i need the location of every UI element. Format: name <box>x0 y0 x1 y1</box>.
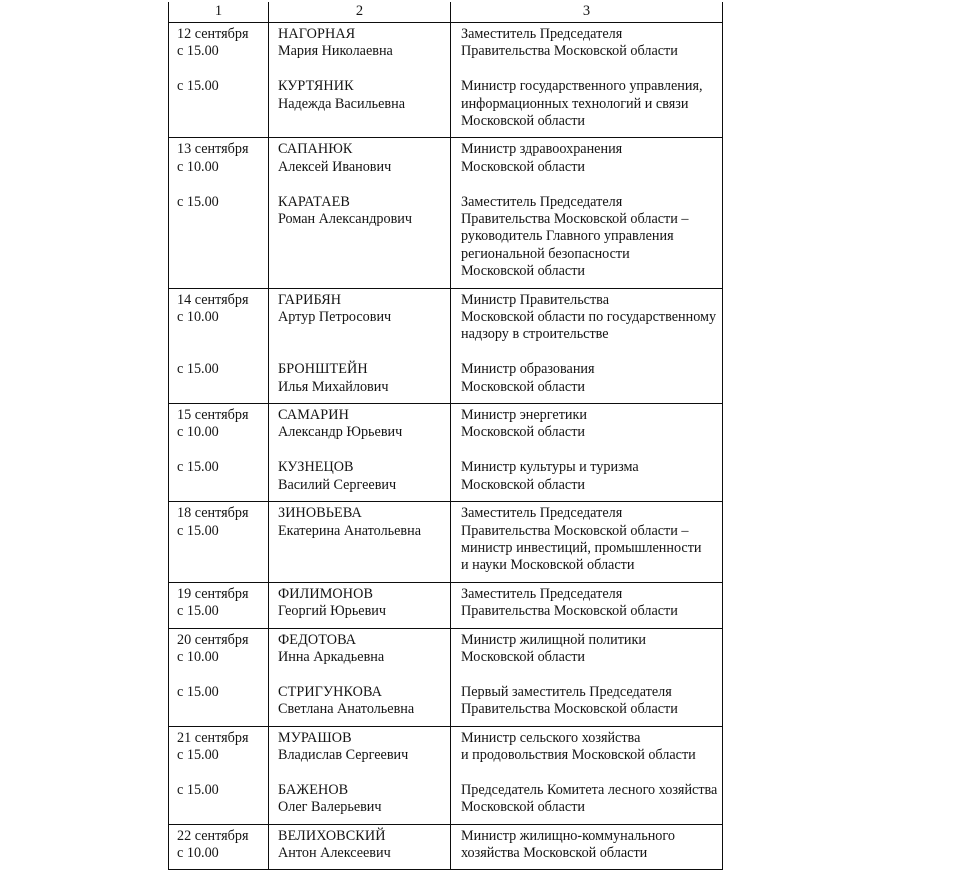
text-line: Илья Михайлович <box>278 378 389 395</box>
text-line: САПАНЮК <box>278 141 353 158</box>
cell-date <box>169 824 269 870</box>
table-row <box>169 404 723 502</box>
table-row <box>169 23 723 138</box>
appointment-date <box>177 684 262 701</box>
text-line: 21 сентября <box>177 729 249 746</box>
text-line: с 15.00 <box>177 781 219 798</box>
table-row <box>169 502 723 583</box>
cell-position <box>451 288 723 403</box>
text-line: с 15.00 <box>177 603 219 620</box>
text-line: Василий Сергеевич <box>278 476 397 493</box>
appointment-person <box>278 194 444 229</box>
text-line: с 10.00 <box>177 844 219 861</box>
cell-person <box>269 628 451 726</box>
text-line: Министр сельского хозяйства <box>461 729 641 746</box>
text-line: Владислав Сергеевич <box>278 746 409 763</box>
text-line: Георгий Юрьевич <box>278 603 387 620</box>
text-line: КУРТЯНИК <box>278 78 354 95</box>
text-line: Екатерина Анатольевна <box>278 522 422 539</box>
appointment-position <box>461 684 716 719</box>
cell-position <box>451 23 723 138</box>
table-row <box>169 824 723 870</box>
text-line: Министр культуры и туризма <box>461 459 639 476</box>
cell-person <box>269 138 451 288</box>
cell-position <box>451 628 723 726</box>
appointment-position <box>461 730 716 765</box>
text-line: Московской области <box>461 424 586 441</box>
table-body <box>169 23 723 870</box>
text-line: руководитель Главного управления <box>461 228 674 245</box>
text-line: 19 сентября <box>177 585 249 602</box>
text-line: 20 сентября <box>177 631 249 648</box>
appointment-position <box>461 194 716 281</box>
text-line: Московской области <box>461 263 586 280</box>
text-line: Правительства Московской области <box>461 603 678 620</box>
appointment-person <box>278 361 444 396</box>
text-line: с 10.00 <box>177 158 219 175</box>
text-line: и науки Московской области <box>461 557 635 574</box>
text-line: Надежда Васильевна <box>278 95 406 112</box>
column-number-3: 3 <box>451 2 723 23</box>
cell-person <box>269 824 451 870</box>
text-line: Московской области <box>461 113 586 130</box>
text-line: 14 сентября <box>177 291 249 308</box>
appointment-date <box>177 730 262 765</box>
appointment-date <box>177 78 262 95</box>
text-line: Заместитель Председателя <box>461 26 623 42</box>
text-line: региональной безопасности <box>461 245 630 262</box>
text-line: Министр здравоохранения <box>461 141 623 158</box>
appointment-person <box>278 26 444 61</box>
appointment-person <box>278 586 444 621</box>
text-line: 22 сентября <box>177 827 249 844</box>
appointment-date <box>177 828 262 863</box>
table-row <box>169 138 723 288</box>
appointment-position <box>461 141 716 176</box>
spacer-line <box>177 326 262 343</box>
appointment-person <box>278 407 444 442</box>
text-line: информационных технологий и связи <box>461 95 689 112</box>
text-line: НАГОРНАЯ <box>278 26 356 42</box>
appointment-position <box>461 782 716 817</box>
column-number-row <box>169 2 723 23</box>
text-line: и продовольствия Московской области <box>461 746 696 763</box>
text-line: Александр Юрьевич <box>278 424 403 441</box>
cell-person <box>269 23 451 138</box>
cell-date <box>169 404 269 502</box>
text-line: министр инвестиций, промышленности <box>461 539 702 556</box>
appointment-date <box>177 459 262 476</box>
text-line: ГАРИБЯН <box>278 291 342 308</box>
text-line: Министр энергетики <box>461 407 587 424</box>
text-line: с 15.00 <box>177 361 219 378</box>
text-line: Московской области <box>461 158 586 175</box>
text-line: МУРАШОВ <box>278 729 352 746</box>
appointment-person <box>278 459 444 494</box>
appointment-date <box>177 782 262 799</box>
text-line: Председатель Комитета лесного хозяйства <box>461 781 718 798</box>
text-line: Алексей Иванович <box>278 158 392 175</box>
table-row <box>169 582 723 628</box>
text-line: с 15.00 <box>177 459 219 476</box>
appointment-person <box>278 782 444 817</box>
appointment-date <box>177 632 262 667</box>
text-line: 12 сентября <box>177 26 249 42</box>
cell-person <box>269 502 451 583</box>
text-line: Инна Аркадьевна <box>278 648 385 665</box>
appointment-position <box>461 292 716 344</box>
text-line: Правительства Московской области – <box>461 211 689 228</box>
appointment-position <box>461 828 716 863</box>
text-line: Правительства Московской области – <box>461 522 689 539</box>
cell-date <box>169 502 269 583</box>
appointment-position <box>461 78 716 130</box>
appointment-person <box>278 141 444 176</box>
cell-date <box>169 288 269 403</box>
text-line: с 10.00 <box>177 309 219 326</box>
text-line: Заместитель Председателя <box>461 585 623 602</box>
text-line: КАРАТАЕВ <box>278 193 350 210</box>
appointment-person <box>278 730 444 765</box>
text-line: Заместитель Председателя <box>461 505 623 522</box>
text-line: с 15.00 <box>177 522 219 539</box>
cell-date <box>169 23 269 138</box>
text-line: ВЕЛИХОВСКИЙ <box>278 827 386 844</box>
table-header <box>169 2 723 23</box>
text-line: Министр жилищной политики <box>461 631 646 648</box>
text-line: БАЖЕНОВ <box>278 781 349 798</box>
text-line: Мария Николаевна <box>278 43 393 60</box>
text-line: хозяйства Московской области <box>461 844 648 861</box>
appointment-date <box>177 407 262 442</box>
cell-person <box>269 404 451 502</box>
appointment-position <box>461 361 716 396</box>
appointment-person <box>278 78 444 113</box>
text-line: Антон Алексеевич <box>278 844 391 861</box>
text-line: САМАРИН <box>278 407 349 424</box>
cell-person <box>269 582 451 628</box>
cell-date <box>169 628 269 726</box>
appointment-date <box>177 26 262 61</box>
cell-date <box>169 582 269 628</box>
text-line: 13 сентября <box>177 141 249 158</box>
appointment-person <box>278 684 444 719</box>
text-line: Московской области по государственному <box>461 309 717 326</box>
text-line: Министр Правительства <box>461 291 609 308</box>
appointment-position <box>461 632 716 667</box>
text-line: БРОНШТЕЙН <box>278 361 368 378</box>
text-line: 18 сентября <box>177 505 249 522</box>
appointment-date <box>177 586 262 621</box>
text-line: Заместитель Председателя <box>461 193 623 210</box>
appointment-date <box>177 194 262 211</box>
cell-date <box>169 726 269 824</box>
cell-person <box>269 288 451 403</box>
appointment-person <box>278 292 444 344</box>
text-line: СТРИГУНКОВА <box>278 683 383 700</box>
text-line: Московской области <box>461 799 586 816</box>
text-line: Олег Валерьевич <box>278 799 382 816</box>
appointment-position <box>461 407 716 442</box>
spacer-line <box>278 326 444 343</box>
cell-position <box>451 502 723 583</box>
text-line: Правительства Московской области <box>461 701 678 718</box>
text-line: Светлана Анатольевна <box>278 701 415 718</box>
text-line: 15 сентября <box>177 407 249 424</box>
text-line: КУЗНЕЦОВ <box>278 459 354 476</box>
table-row <box>169 726 723 824</box>
text-line: с 15.00 <box>177 43 219 60</box>
cell-position <box>451 582 723 628</box>
appointment-position <box>461 586 716 621</box>
text-line: ФЕДОТОВА <box>278 631 357 648</box>
appointment-position <box>461 26 716 61</box>
appointment-date <box>177 361 262 378</box>
text-line: Роман Александрович <box>278 211 413 228</box>
appointment-person <box>278 632 444 667</box>
cell-person <box>269 726 451 824</box>
appointment-position <box>461 459 716 494</box>
text-line: Московской области <box>461 476 586 493</box>
text-line: Московской области <box>461 648 586 665</box>
cell-date <box>169 138 269 288</box>
text-line: с 15.00 <box>177 683 219 700</box>
text-line: Московской области <box>461 378 586 395</box>
text-line: с 15.00 <box>177 746 219 763</box>
schedule-table <box>168 2 723 870</box>
text-line: ЗИНОВЬЕВА <box>278 505 362 522</box>
table-row <box>169 628 723 726</box>
cell-position <box>451 404 723 502</box>
column-number-2: 2 <box>269 2 451 23</box>
text-line: Правительства Московской области <box>461 43 678 60</box>
text-line: Первый заместитель Председателя <box>461 683 672 700</box>
text-line: с 15.00 <box>177 193 219 210</box>
text-line: Министр жилищно-коммунального <box>461 827 675 844</box>
text-line: Министр государственного управления, <box>461 78 703 95</box>
cell-position <box>451 138 723 288</box>
text-line: ФИЛИМОНОВ <box>278 585 374 602</box>
text-line: с 10.00 <box>177 648 219 665</box>
appointment-position <box>461 505 716 575</box>
table-row <box>169 288 723 403</box>
appointment-person <box>278 505 444 540</box>
column-number-1: 1 <box>169 2 269 23</box>
text-line: с 10.00 <box>177 424 219 441</box>
appointment-person <box>278 828 444 863</box>
cell-position <box>451 824 723 870</box>
text-line: Артур Петросович <box>278 309 392 326</box>
appointment-date <box>177 505 262 540</box>
appointment-date <box>177 141 262 176</box>
text-line: Министр образования <box>461 361 595 378</box>
text-line: надзору в строительстве <box>461 326 609 343</box>
text-line: с 15.00 <box>177 78 219 95</box>
appointment-date <box>177 292 262 344</box>
cell-position <box>451 726 723 824</box>
